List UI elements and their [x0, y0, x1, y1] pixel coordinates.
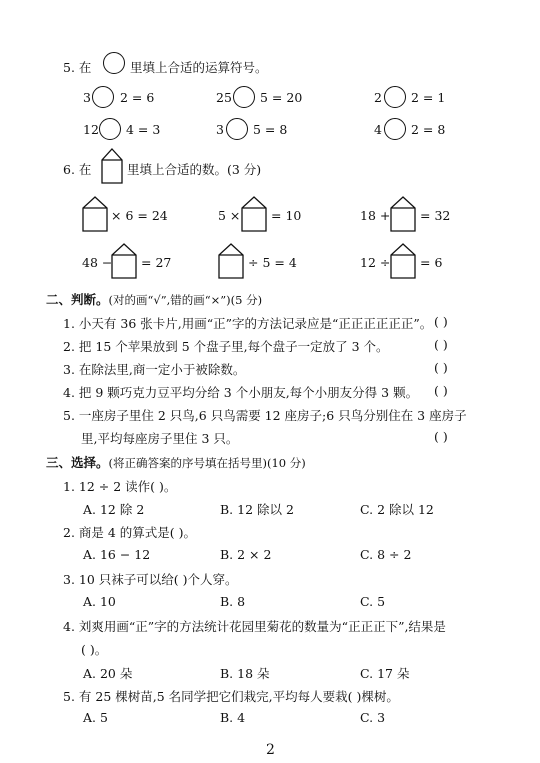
q6-item-6-pre: 12 ÷: [360, 255, 391, 270]
choice-q1-option-b[interactable]: B. 12 除以 2: [220, 502, 294, 517]
judge-item-2-answer[interactable]: ( ): [434, 337, 448, 352]
q6-item-2-pre: 5 ×: [218, 208, 241, 223]
q5-item-2-circle[interactable]: [233, 86, 255, 108]
q5-item-1-a: 3: [83, 90, 91, 105]
choice-q4-option-c[interactable]: C. 17 朵: [360, 666, 410, 681]
q6-item-4-house-box[interactable]: [111, 243, 137, 279]
judge-item-4-answer[interactable]: ( ): [434, 383, 448, 398]
choice-q2-option-c[interactable]: C. 8 ÷ 2: [360, 547, 412, 562]
q6-item-3-post: = 32: [420, 208, 451, 223]
q5-item-3-circle[interactable]: [384, 86, 406, 108]
judge-item-1: 1. 小天有 36 张卡片,用画“正”字的方法记录应是“正正正正正正”。: [63, 316, 433, 331]
choice-q5-option-a[interactable]: A. 5: [83, 710, 108, 725]
judge-item-2: 2. 把 15 个苹果放到 5 个盘子里,每个盘子一定放了 3 个。: [63, 339, 389, 354]
q6-item-3-house-box[interactable]: [390, 196, 416, 232]
judge-item-1-answer[interactable]: ( ): [434, 314, 448, 329]
q5-item-6-a: 4: [374, 122, 382, 137]
q6-item-1-house-box[interactable]: [82, 196, 108, 232]
q5-item-3-b: 2 = 1: [411, 90, 446, 105]
section2-header: [46, 290, 262, 308]
judge-item-5-line1: 5. 一座房子里住 2 只鸟,6 只鸟需要 12 座房子;6 只鸟分别住在 3 座房子: [63, 408, 467, 423]
choice-q2-option-a[interactable]: A. 16 − 12: [83, 547, 151, 562]
q5-item-4-circle[interactable]: [99, 118, 121, 140]
choice-q1-stem: 1. 12 ÷ 2 读作( )。: [63, 479, 177, 494]
q6-item-5-house-box[interactable]: [218, 243, 244, 279]
choice-q3-stem: 3. 10 只袜子可以给( )个人穿。: [63, 572, 238, 587]
section2-heading: 二、判断。: [46, 292, 109, 307]
q5-item-2-a: 25: [216, 90, 232, 105]
judge-item-5-answer[interactable]: ( ): [434, 429, 448, 444]
q6-title-house-box: [101, 148, 123, 184]
section2-note: (对的画“√”,错的画“×”)(5 分): [108, 293, 263, 307]
section3-note: (将正确答案的序号填在括号里)(10 分): [108, 456, 306, 470]
q6-item-6-house-box[interactable]: [390, 243, 416, 279]
q5-item-5-a: 3: [216, 122, 224, 137]
choice-q3-option-b[interactable]: B. 8: [220, 594, 246, 609]
choice-q3-option-a[interactable]: A. 10: [83, 594, 116, 609]
choice-q4-stem-line2: ( )。: [81, 642, 108, 657]
choice-q4-option-b[interactable]: B. 18 朵: [220, 666, 270, 681]
q5-item-6-b: 2 = 8: [411, 122, 446, 137]
q5-title-circle: [103, 52, 125, 74]
q6-item-4-post: = 27: [141, 255, 172, 270]
q5-item-4-b: 4 = 3: [126, 122, 161, 137]
q6-item-4-pre: 48 −: [82, 255, 113, 270]
judge-item-4: 4. 把 9 颗巧克力豆平均分给 3 个小朋友,每个小朋友分得 3 颗。: [63, 385, 419, 400]
q6-item-5-post: ÷ 5 = 4: [248, 255, 297, 270]
judge-item-3: 3. 在除法里,商一定小于被除数。: [63, 362, 246, 377]
q6-title-tail: 里填上合适的数。(3 分): [127, 162, 262, 177]
choice-q5-stem: 5. 有 25 棵树苗,5 名同学把它们栽完,平均每人要栽( )棵树。: [63, 689, 399, 704]
choice-q2-stem: 2. 商是 4 的算式是( )。: [63, 525, 197, 540]
choice-q4-stem: 4. 刘爽用画“正”字的方法统计花园里菊花的数量为“正正正下”,结果是: [63, 619, 446, 634]
judge-item-5-line2: 里,平均每座房子里住 3 只。: [81, 431, 239, 446]
q6-title: 6. 在: [63, 162, 92, 177]
choice-q5-option-c[interactable]: C. 3: [360, 710, 386, 725]
choice-q2-option-b[interactable]: B. 2 × 2: [220, 547, 272, 562]
q5-title-tail: 里填上合适的运算符号。: [130, 60, 268, 75]
q5-item-5-circle[interactable]: [226, 118, 248, 140]
choice-q4-option-a[interactable]: A. 20 朵: [83, 666, 133, 681]
q5-item-2-b: 5 = 20: [260, 90, 303, 105]
q6-item-3-pre: 18 +: [360, 208, 391, 223]
q5-item-3-a: 2: [374, 90, 382, 105]
page-number: 2: [266, 742, 275, 758]
q5-item-4-a: 12: [83, 122, 99, 137]
q5-item-5-b: 5 = 8: [253, 122, 288, 137]
choice-q1-option-a[interactable]: A. 12 除 2: [83, 502, 145, 517]
q6-item-1-post: × 6 = 24: [111, 208, 168, 223]
q5-title: 5. 在: [63, 60, 92, 75]
choice-q3-option-c[interactable]: C. 5: [360, 594, 386, 609]
q5-item-1-circle[interactable]: [92, 86, 114, 108]
choice-q1-option-c[interactable]: C. 2 除以 12: [360, 502, 434, 517]
judge-item-3-answer[interactable]: ( ): [434, 360, 448, 375]
section3-header: [46, 453, 306, 471]
section3-heading: 三、选择。: [46, 455, 109, 470]
q5-item-1-b: 2 = 6: [120, 90, 155, 105]
q6-item-2-house-box[interactable]: [241, 196, 267, 232]
q6-item-6-post: = 6: [420, 255, 443, 270]
q5-item-6-circle[interactable]: [384, 118, 406, 140]
q6-item-2-post: = 10: [271, 208, 302, 223]
choice-q5-option-b[interactable]: B. 4: [220, 710, 246, 725]
